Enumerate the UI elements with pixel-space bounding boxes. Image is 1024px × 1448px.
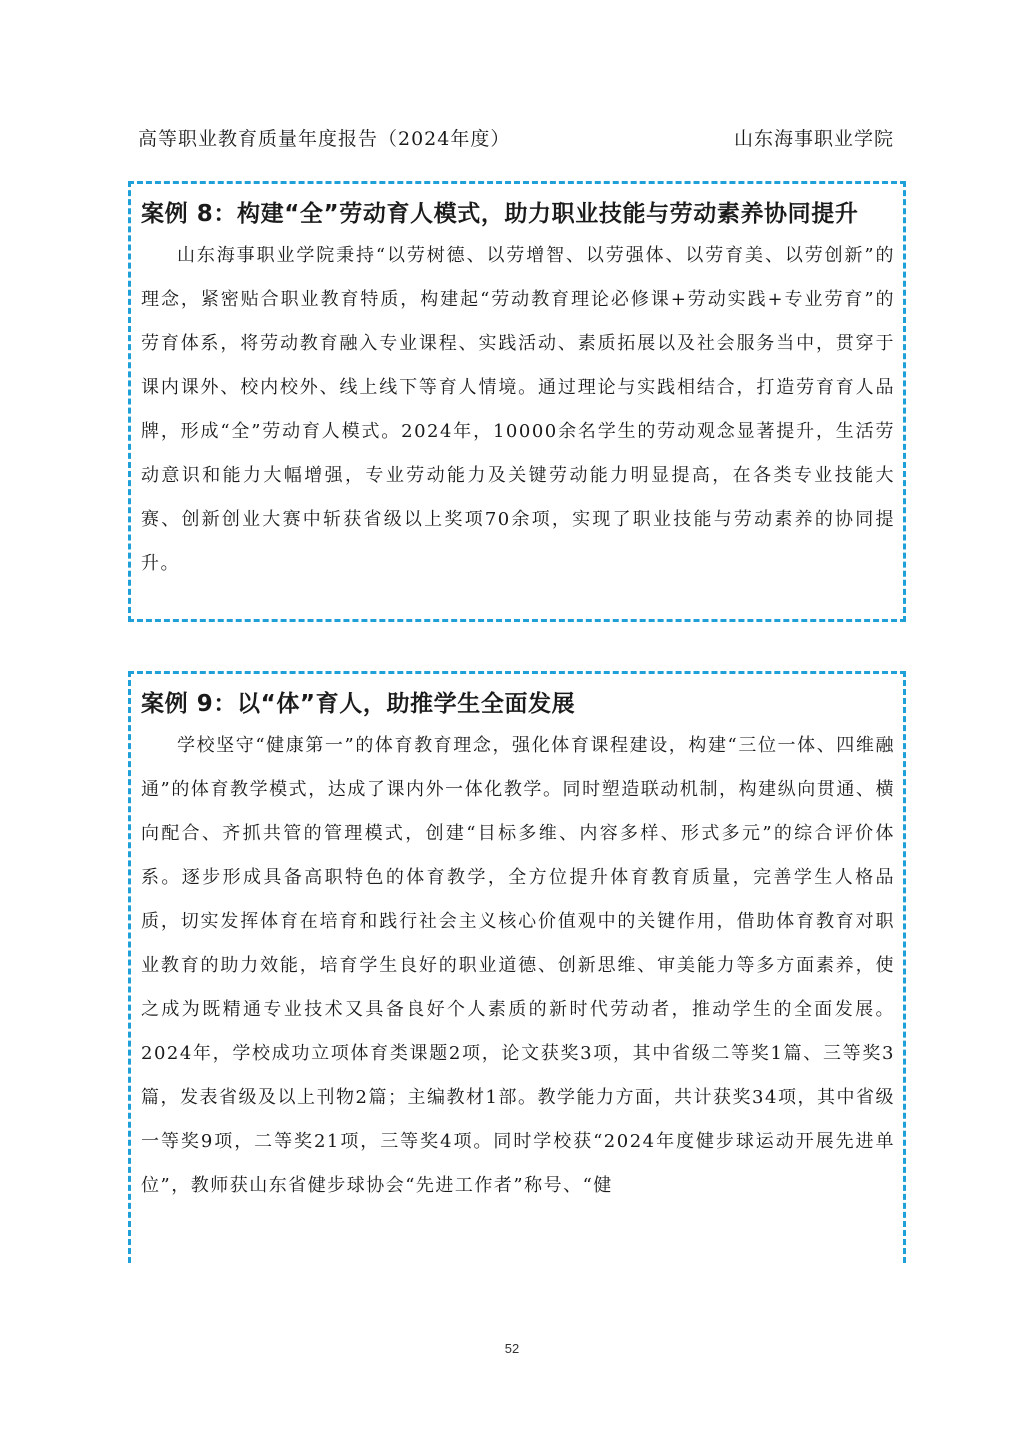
case-title: 案例 9：以“体”育人，助推学生全面发展 [141, 691, 576, 717]
case-body-text: 山东海事职业学院秉持“以劳树德、以劳增智、以劳强体、以劳育美、以劳创新”的理念，紧密贴合职业教育特质，构建起“劳动教育理论必修课+劳动实践+专业劳育”的劳育体系，将劳动教育融入专业课程、实践活动、素质拓展以及社会服务当中，贯穿于课内课外、校内校外、线上线下等育人情境。通过理论与实践相结合，打造劳育育人品牌，形成“全”劳动育人模式。2024年，10000余名学生的劳动观念显著提升，生活劳动意识和能力大幅增强，专业劳动能力及关键劳动能力明显提高，在各类专业技能大赛、创新创业大赛中斩获省级以上奖项70余项，实现了职业技能与劳动素养的协同提升。 [141, 245, 895, 574]
page-header [138, 124, 894, 154]
page-number: 52 [504, 1341, 520, 1356]
case-box-8 [128, 181, 906, 622]
case-title: 案例 8：构建“全”劳动育人模式，助力职业技能与劳动素养协同提升 [141, 201, 859, 227]
case-box-9 [128, 671, 906, 1263]
report-title: 高等职业教育质量年度报告（2024年度） [138, 128, 511, 150]
case-body-text: 学校坚守“健康第一”的体育教育理念，强化体育课程建设，构建“三位一体、四维融通”的体育教学模式，达成了课内外一体化教学。同时塑造联动机制，构建纵向贯通、横向配合、齐抓共管的管理模式，创建“目标多维、内容多样、形式多元”的综合评价体系。逐步形成具备高职特色的体育教学，全方位提升体育教育质量，完善学生人格品质，切实发挥体育在培育和践行社会主义核心价值观中的关键作用，借助体育教育对职业教育的助力效能，培育学生良好的职业道德、创新思维、审美能力等多方面素养，使之成为既精通专业技术又具备良好个人素质的新时代劳动者，推动学生的全面发展。2024年，学校成功立项体育类课题2项，论文获奖3项，其中省级二等奖1篇、三等奖3篇，发表省级及以上刊物2篇；主编教材1部。教学能力方面，共计获奖34项，其中省级一等奖9项，二等奖21项，三等奖4项。同时学校获“2024年度健步球运动开展先进单位”，教师获山东省健步球协会“先进工作者”称号、“健 [141, 735, 895, 1196]
school-name: 山东海事职业学院 [733, 128, 894, 150]
